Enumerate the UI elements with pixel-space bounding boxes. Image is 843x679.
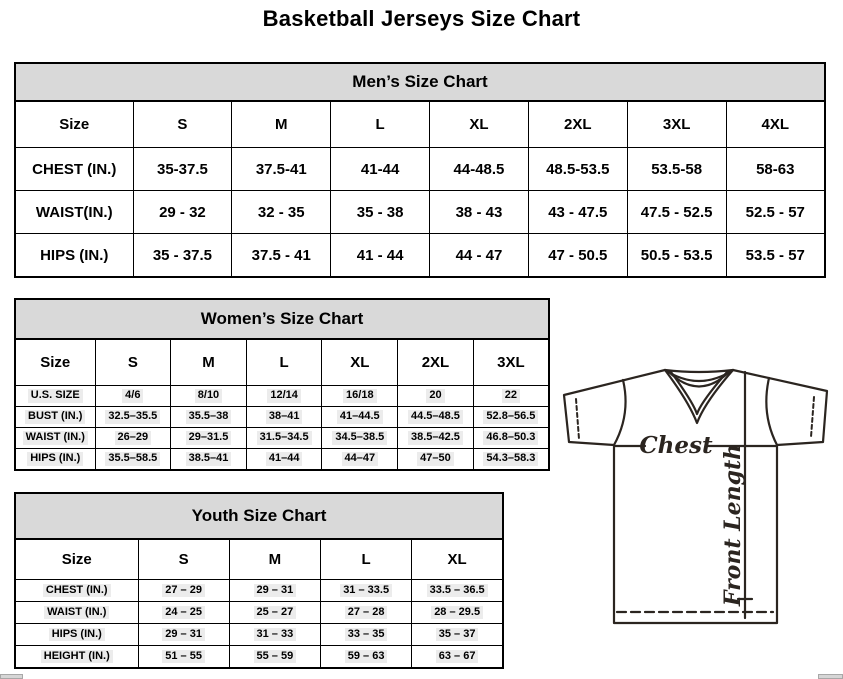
column-header-row [15,539,503,580]
cell-value [246,428,322,449]
cell-value-text: 52.8–56.5 [483,410,538,423]
cell-value-text: 29 - 32 [159,203,206,221]
row-label [15,580,138,602]
row-label-text: HIPS (IN.) [49,628,105,641]
cell-value [398,386,474,407]
cell-value [322,428,398,449]
table-row [15,602,503,624]
cell-value [473,407,549,428]
cell-value [412,624,503,646]
cell-value-text: 55 – 59 [254,650,297,663]
column-header-row [15,339,549,386]
row-label [15,602,138,624]
table-row [15,428,549,449]
right-sleeve-stitch [811,397,814,437]
cell-value-text: 29 – 31 [254,584,297,597]
cell-value [322,407,398,428]
cell-value-text: 8/10 [195,389,222,402]
cell-value [138,646,229,669]
column-header: M [232,101,331,148]
cell-value [138,624,229,646]
cell-value [133,234,232,278]
cell-value-text: 35.5–58.5 [105,452,160,465]
cell-value [171,386,247,407]
table-row [15,624,503,646]
cell-value [246,407,322,428]
row-label [15,234,133,278]
cell-value [322,386,398,407]
column-header: 4XL [726,101,825,148]
row-label [15,191,133,234]
cell-value-text: 22 [502,389,520,402]
cell-value [133,148,232,191]
row-label-text: WAIST (IN.) [44,606,109,619]
cell-value [229,580,320,602]
cell-value-text: 34.5–38.5 [332,431,387,444]
cell-value [430,191,529,234]
cell-value [171,407,247,428]
jersey-measurement-diagram [551,358,843,679]
row-label [15,624,138,646]
cell-value-text: 48.5-53.5 [546,160,610,178]
cell-value [627,148,726,191]
row-label-text: BUST (IN.) [25,410,85,423]
cell-value-text: 31 – 33 [254,628,297,641]
table-title [15,493,503,539]
corner-handle-right [818,674,843,679]
cell-value [133,191,232,234]
column-header: S [138,539,229,580]
cell-value-text: 41–44 [266,452,303,465]
cell-value-text: 41–44.5 [337,410,383,423]
cell-value-text: 38.5–42.5 [408,431,463,444]
column-header: M [229,539,320,580]
cell-value-text: 32.5–35.5 [105,410,160,423]
cell-value [246,449,322,471]
cell-value [398,407,474,428]
cell-value-text: 47–50 [417,452,454,465]
cell-value-text: 53.5 - 57 [745,246,805,264]
cell-value-text: 59 – 63 [345,650,388,663]
cell-value [473,386,549,407]
cell-value [412,646,503,669]
cell-value-text: 52.5 - 57 [745,203,805,221]
table-row [15,148,825,191]
cell-value [627,191,726,234]
row-label [15,646,138,669]
left-armhole-seam [614,380,626,445]
table-title-row [15,63,825,101]
cell-value [430,234,529,278]
table-title-row [15,299,549,339]
cell-value [138,580,229,602]
cell-value [321,646,412,669]
cell-value-text: 24 – 25 [162,606,205,619]
cell-value-text: 44–47 [342,452,379,465]
column-header: 2XL [398,339,474,386]
cell-value [528,148,627,191]
table-title [15,299,549,339]
cell-value-text: 29 – 31 [162,628,205,641]
cell-value-text: 46.8–50.3 [483,431,538,444]
row-label [15,449,95,471]
cell-value-text: 51 – 55 [162,650,205,663]
cell-value-text: 28 – 29.5 [431,606,483,619]
cell-value [138,602,229,624]
cell-value [331,148,430,191]
cell-value-text: 25 – 27 [254,606,297,619]
cell-value-text: 31.5–34.5 [257,431,312,444]
column-header: L [321,539,412,580]
cell-value-text: 37.5-41 [255,160,307,178]
cell-value [528,191,627,234]
cell-value [321,602,412,624]
column-header: XL [412,539,503,580]
column-header: 2XL [528,101,627,148]
cell-value-text: 32 - 35 [257,203,305,221]
cell-value [398,449,474,471]
cell-value [331,234,430,278]
cell-value-text: 38.5–41 [186,452,232,465]
table-title-text: Youth Size Chart [191,506,327,525]
column-header: L [331,101,430,148]
cell-value [229,646,320,669]
cell-value-text: 38–41 [266,410,303,423]
cell-value-text: 44-48.5 [453,160,505,178]
table-row [15,646,503,669]
cell-value [229,624,320,646]
cell-value-text: 38 - 43 [455,203,503,221]
column-header: S [133,101,232,148]
cell-value-text: 27 – 28 [345,606,388,619]
cell-value [412,580,503,602]
cell-value [95,407,171,428]
row-label-text: HIPS (IN.) [27,452,83,465]
table-title [15,63,825,101]
cell-value-text: 54.3–58.3 [483,452,538,465]
cell-value [398,428,474,449]
row-label [15,428,95,449]
row-label-text: CHEST (IN.) [43,584,111,597]
table-row [15,191,825,234]
cell-value-text: 4/6 [122,389,143,402]
row-label [15,407,95,428]
cell-value [232,148,331,191]
column-header-row [15,101,825,148]
column-header: 3XL [473,339,549,386]
corner-handle-left [0,674,23,679]
cell-value-text: 53.5-58 [651,160,703,178]
cell-value-text: 58-63 [756,160,795,178]
row-label-text: WAIST(IN.) [35,203,113,221]
cell-value-text: 47.5 - 52.5 [640,203,713,221]
cell-value-text: 44.5–48.5 [408,410,463,423]
page-title: Basketball Jerseys Size Chart [262,6,581,31]
cell-value-text: 35.5–38 [186,410,232,423]
cell-value-text: 41 - 44 [356,246,404,264]
column-header: 3XL [627,101,726,148]
cell-value [322,449,398,471]
column-header: XL [430,101,529,148]
cell-value [726,148,825,191]
table-title-text: Men’s Size Chart [352,72,488,91]
cell-value [528,234,627,278]
left-sleeve-stitch [576,399,579,439]
cell-value-text: 47 - 50.5 [548,246,608,264]
row-label-text: HIPS (IN.) [40,246,109,264]
cell-value-text: 33 – 35 [345,628,388,641]
column-header: M [171,339,247,386]
cell-value [430,148,529,191]
column-header: L [246,339,322,386]
right-armhole-seam [766,378,777,445]
collar-top-line [665,370,733,372]
mens-size-table [14,62,826,278]
cell-value-text: 35 – 37 [436,628,479,641]
row-label-text: WAIST (IN.) [23,431,88,444]
table-row [15,234,825,278]
cell-value [473,428,549,449]
cell-value [95,428,171,449]
youth-size-table [14,492,504,669]
cell-value [321,580,412,602]
cell-value-text: 63 – 67 [436,650,479,663]
cell-value [95,449,171,471]
cell-value-text: 35-37.5 [156,160,208,178]
womens-size-table [14,298,550,471]
column-header: XL [322,339,398,386]
cell-value-text: 29–31.5 [186,431,232,444]
front-length-label: Front Length [720,443,746,607]
cell-value-text: 20 [426,389,444,402]
cell-value-text: 43 - 47.5 [548,203,608,221]
cell-value [171,449,247,471]
table-title-text: Women’s Size Chart [200,309,364,328]
row-label-text: CHEST (IN.) [32,160,117,178]
column-header: Size [15,101,133,148]
column-header: S [95,339,171,386]
cell-value [232,191,331,234]
cell-value [229,602,320,624]
cell-value [726,234,825,278]
table-row [15,407,549,428]
cell-value [95,386,171,407]
cell-value [627,234,726,278]
row-label-text: HEIGHT (IN.) [41,650,113,663]
chest-label: Chest [639,432,713,459]
row-label [15,386,95,407]
cell-value-text: 37.5 - 41 [251,246,311,264]
cell-value-text: 44 - 47 [455,246,503,264]
cell-value-text: 41-44 [360,160,400,178]
cell-value [412,602,503,624]
row-label-text: U.S. SIZE [28,389,83,402]
cell-value-text: 16/18 [343,389,377,402]
column-header: Size [15,539,138,580]
table-row [15,580,503,602]
cell-value-text: 26–29 [115,431,152,444]
cell-value-text: 27 – 29 [162,584,205,597]
cell-value-text: 12/14 [267,389,301,402]
cell-value-text: 33.5 – 36.5 [427,584,488,597]
cell-value [246,386,322,407]
cell-value [473,449,549,471]
cell-value-text: 31 – 33.5 [340,584,392,597]
cell-value-text: 35 - 38 [356,203,404,221]
column-header: Size [15,339,95,386]
cell-value [331,191,430,234]
cell-value [232,234,331,278]
row-label [15,148,133,191]
cell-value-text: 50.5 - 53.5 [640,246,713,264]
table-row [15,449,549,471]
table-row [15,386,549,407]
cell-value [171,428,247,449]
table-title-row [15,493,503,539]
cell-value [321,624,412,646]
cell-value-text: 35 - 37.5 [152,246,213,264]
cell-value [726,191,825,234]
